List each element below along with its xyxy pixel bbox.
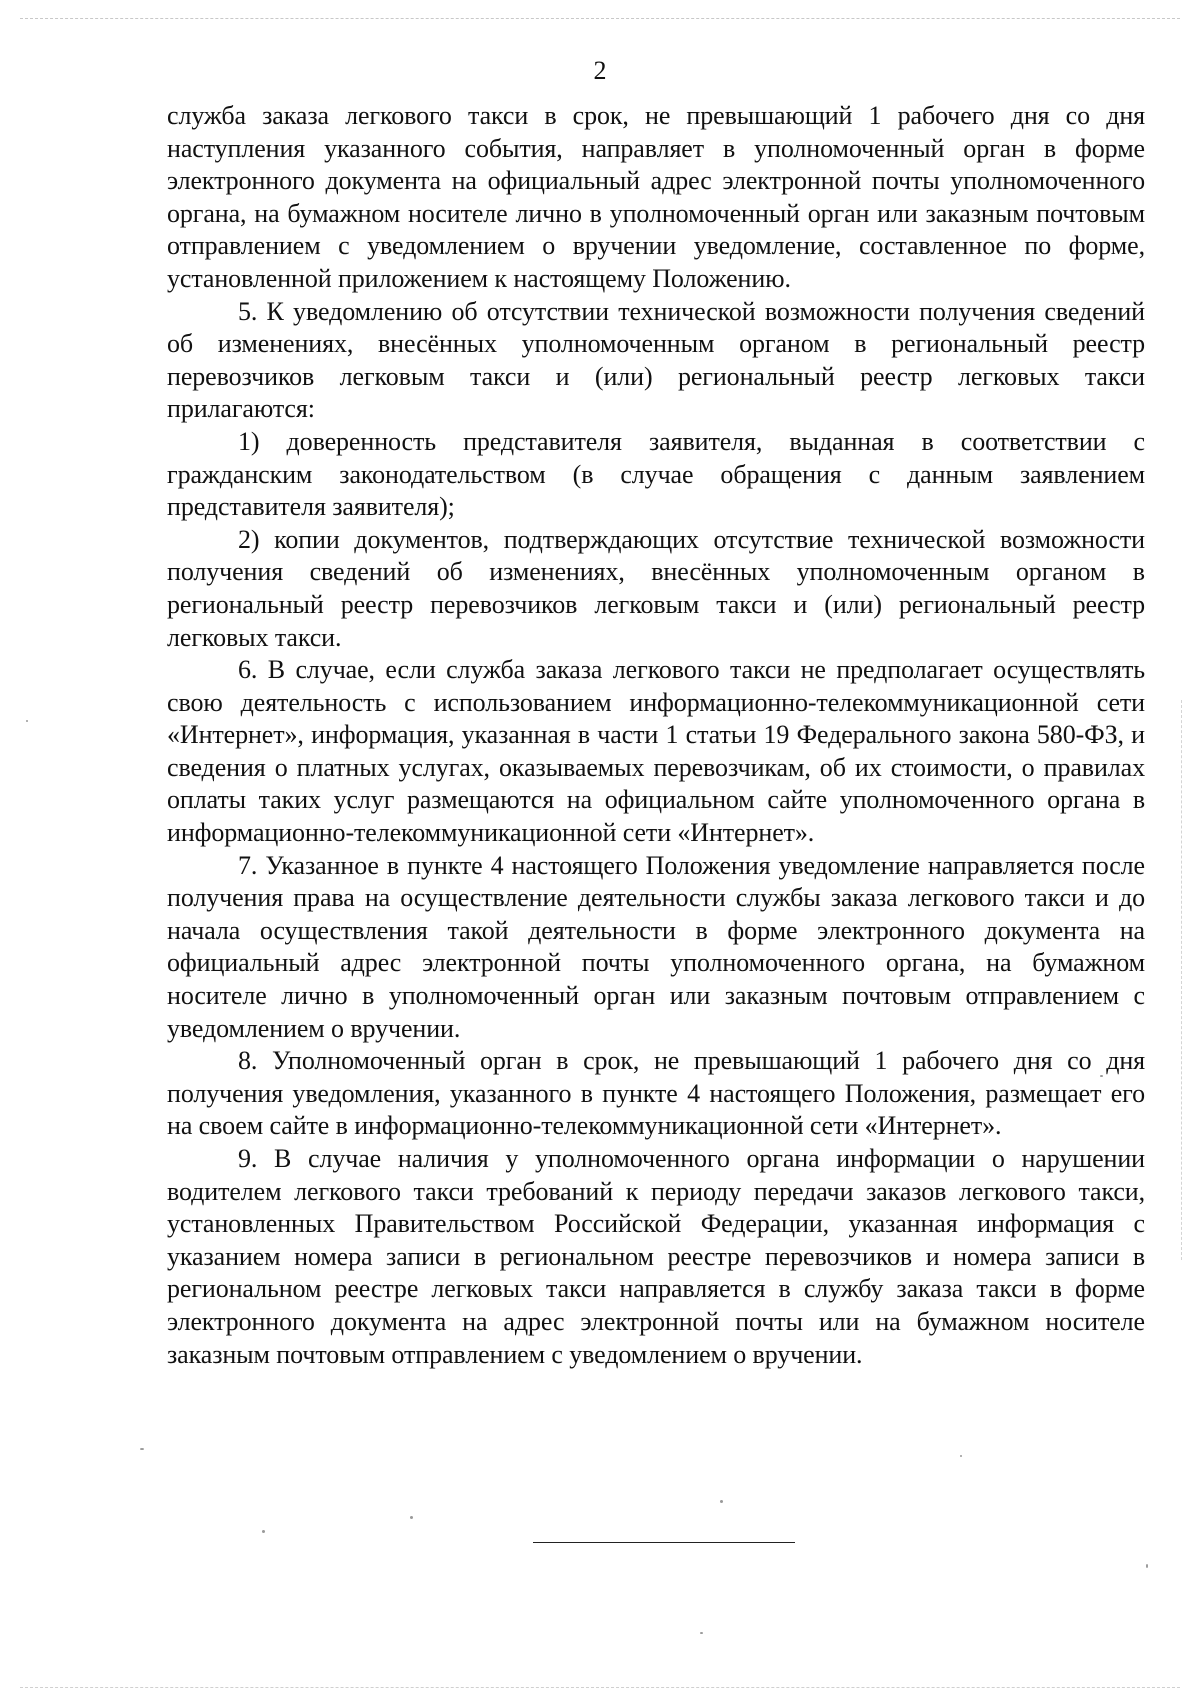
scan-edge-top <box>20 18 1180 19</box>
scan-speck <box>720 1500 723 1503</box>
scan-speck <box>262 1530 265 1533</box>
paragraph-item-6: 6. В случае, если служба заказа легкового такси не предполагает осуществлять свою деятельность с использованием информационно-телекоммуникационной сети «Интернет», информация, указанная в части 1 статьи 19 Федерального закона 580-ФЗ, и сведения о платных услугах, оказываемых перевозчикам, об их стоимости, о правилах оплаты таких услуг размещаются на официальном сайте уполномоченного органа в информационно-телекоммуникационной сети «Интернет». <box>167 655 1145 848</box>
paragraph-item-7: 7. Указанное в пункте 4 настоящего Положения уведомление направляется после получения права на осуществление деятельности службы заказа легкового такси и до начала осуществления такой деятельности в форме электронного документа на официальный адрес электронной почты уполномоченного органа, на бумажном носителе лично в уполномоченный орган или заказным почтовым отправлением с уведомлением о вручении. <box>167 850 1145 1043</box>
end-of-document-rule <box>533 1542 795 1543</box>
scan-speck <box>1146 1564 1148 1568</box>
paragraph-item-5-2: 2) копии документов, подтверждающих отсутствие технической возможности получения сведений об изменениях, внесённых уполномоченным органом в региональный реестр перевозчиков легковым такси и (или) региональный реестр легковых такси. <box>167 524 1145 652</box>
scan-speck <box>410 1516 413 1519</box>
scan-speck <box>26 720 28 722</box>
page-number: 2 <box>593 56 607 85</box>
scan-speck <box>960 1455 962 1457</box>
scan-edge-right <box>1181 700 1182 1260</box>
scan-speck <box>140 1448 144 1450</box>
paragraph-item-9: 9. В случае наличия у уполномоченного органа информации о нарушении водителем легкового такси требований к периоду передачи заказов легкового такси, установленных Правительством Российской Федерации, указанная информация с указанием номера записи в региональном реестре перевозчиков и номера записи в региональном реестре легковых такси направляется в службу заказа такси в форме электронного документа на адрес электронной почты или на бумажном носителе заказным почтовым отправлением с уведомлением о вручении. <box>167 1144 1145 1369</box>
scan-edge-bottom <box>20 1687 1180 1688</box>
paragraph-item-5-1: 1) доверенность представителя заявителя, выданная в соответствии с гражданским законодательством (в случае обращения с данным заявлением представителя заявителя); <box>167 426 1145 522</box>
scan-speck <box>700 1632 703 1634</box>
paragraph-item-8: 8. Уполномоченный орган в срок, не превышающий 1 рабочего дня со дня получения уведомления, указанного в пункте 4 настоящего Положения, размещает его на своем сайте в информационно-телекоммуникационной сети «Интернет». <box>167 1046 1145 1141</box>
paragraph-continuation: служба заказа легкового такси в срок, не превышающий 1 рабочего дня со дня наступления указанного события, направляет в уполномоченный орган в форме электронного документа на официальный адрес электронной почты уполномоченного органа, на бумажном носителе лично в уполномоченный орган или заказным почтовым отправлением с уведомлением о вручении уведомление, составленное по форме, установленной приложением к настоящему Положению. <box>167 101 1145 293</box>
document-body <box>167 100 1145 1371</box>
scan-speck <box>1100 1075 1103 1077</box>
paragraph-item-5: 5. К уведомлению об отсутствии технической возможности получения сведений об изменениях, внесённых уполномоченным органом в региональный реестр перевозчиков легковым такси и (или) региональный реестр легковых такси прилагаются: <box>167 296 1145 424</box>
